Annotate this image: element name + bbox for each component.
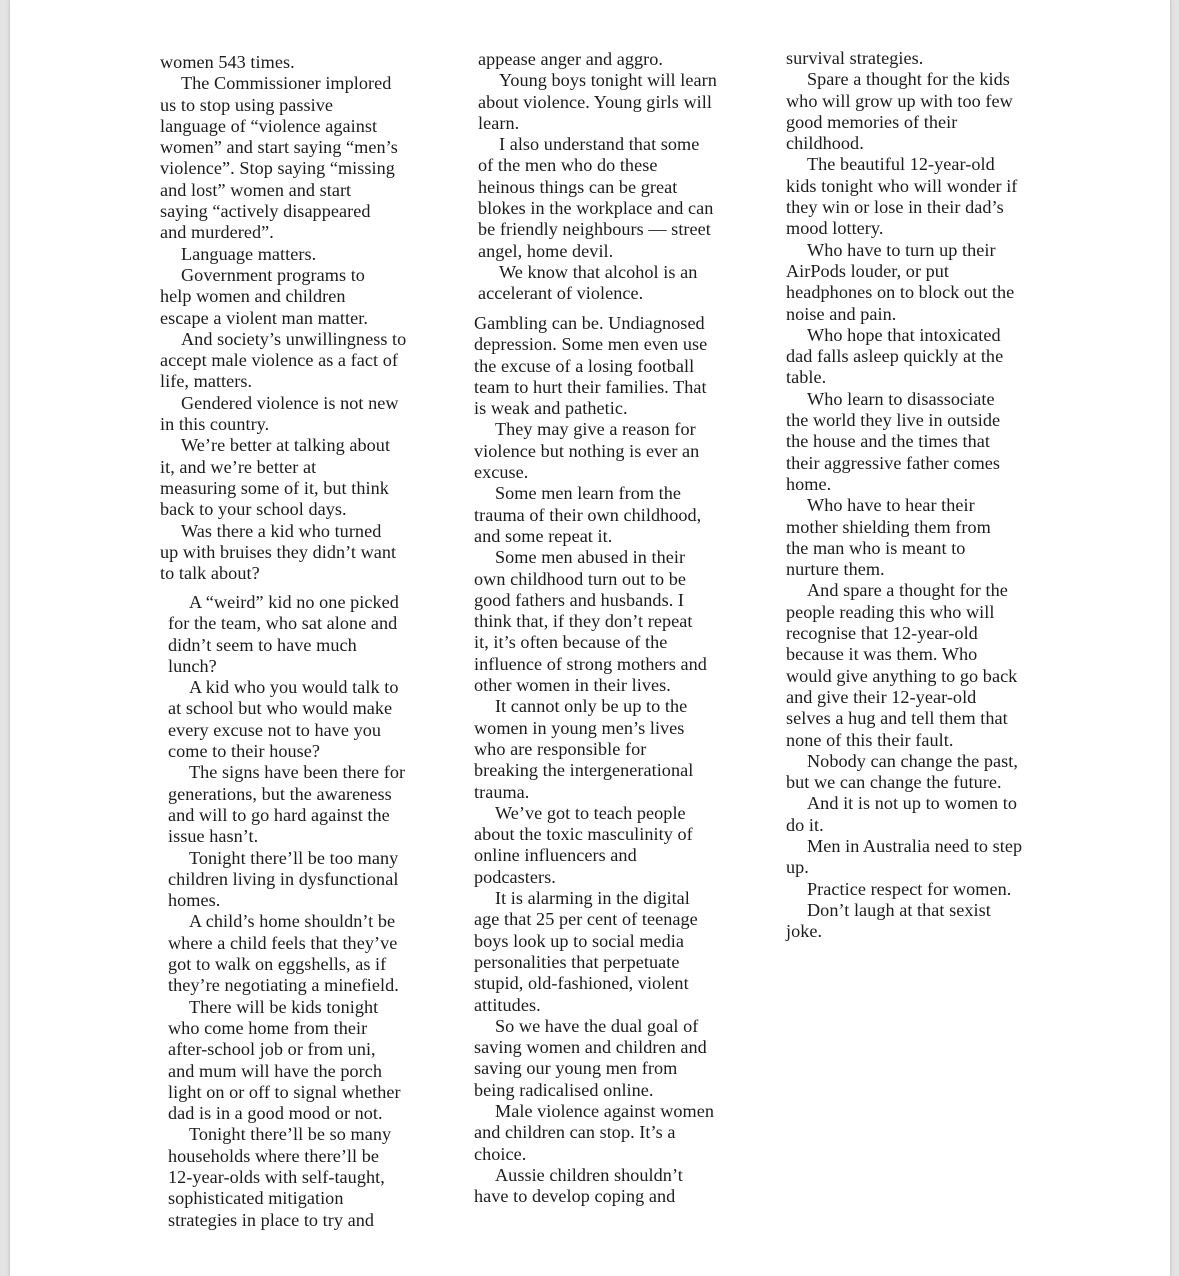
- paragraph: Who have to hear their mother shielding them from the man who is meant to nurture them.: [786, 495, 991, 580]
- paragraph: Practice respect for women.: [807, 878, 1012, 899]
- paragraph: Men in Australia need to step up.: [786, 835, 1023, 878]
- paragraph: Don’t laugh at that sexist joke.: [786, 899, 991, 942]
- paragraph: Young boys tonight will learn about violence. Young girls will learn.: [478, 70, 717, 133]
- paragraph: There will be kids tonight who come home from their after-school job or from uni, and mum will have the porch light on or off to signal whether dad is in a good mood or not.: [168, 996, 401, 1124]
- paragraph: appease anger and aggro.: [478, 49, 664, 69]
- paragraph: Gambling can be. Undiagnosed depression. Some men even use the excuse of a losing football team to hurt their families. That is weak and pathetic.: [474, 313, 708, 419]
- column-3: [786, 48, 1086, 942]
- paragraph: I also understand that some of the men who do these heinous things can be great blokes in the workplace and can be friendly neighbours — street angel, home devil.: [478, 134, 714, 261]
- column-1-top: [160, 52, 460, 584]
- column-1-bottom: [168, 592, 468, 1231]
- paragraph: survival strategies.: [786, 48, 924, 68]
- paragraph: We’ve got to teach people about the toxic masculinity of online influencers and podcasters.: [474, 802, 693, 887]
- paragraph: It is alarming in the digital age that 25 per cent of teenage boys look up to social media personalities that perpetuate stupid, old-fashioned, violent attitudes.: [474, 888, 698, 1015]
- paragraph: Some men abused in their own childhood turn out to be good fathers and husbands. I think that, if they don’t repeat it, it’s often because of the influence of strong mothers and other women in their lives.: [474, 547, 707, 696]
- paragraph: Was there a kid who turned up with bruises they didn’t want to talk about?: [160, 520, 397, 584]
- paragraph: A kid who you would talk to at school but who would make every excuse not to have you come to their house?: [168, 677, 399, 762]
- paragraph: Who learn to disassociate the world they live in outside the house and the times that their aggressive father comes home.: [786, 388, 1001, 494]
- paragraph: It cannot only be up to the women in young men’s lives who are responsible for breaking the intergenerational trauma.: [474, 696, 694, 802]
- paragraph: Tonight there’ll be too many children living in dysfunctional homes.: [168, 847, 399, 911]
- paragraph: They may give a reason for violence but nothing is ever an excuse.: [474, 419, 700, 483]
- paragraph: Aussie children shouldn’t have to develop coping and: [474, 1164, 683, 1207]
- paragraph: Government programs to help women and children escape a violent man matter.: [160, 264, 368, 328]
- newspaper-page: [10, 0, 1170, 1276]
- paragraph: Language matters.: [181, 243, 317, 264]
- paragraph: Some men learn from the trauma of their own childhood, and some repeat it.: [474, 483, 702, 546]
- paragraph: Nobody can change the past, but we can change the future.: [786, 750, 1018, 793]
- paragraph: Tonight there’ll be so many households where there’ll be 12-year-olds with self-taught, sophisticated mitigation strategies in place to try and: [168, 1124, 392, 1230]
- paragraph: The Commissioner implored us to stop using passive language of “violence against women” and start saying “men’s violence”. Stop saying “missing and lost” women and start saying “actively disappeared and murdered”.: [160, 73, 398, 243]
- column-2-top: [478, 49, 778, 305]
- paragraph: Spare a thought for the kids who will grow up with too few good memories of their childhood.: [786, 69, 1013, 154]
- paragraph: And it is not up to women to do it.: [786, 793, 1018, 835]
- paragraph: Gendered violence is not new in this country.: [160, 392, 399, 435]
- paragraph: Who have to turn up their AirPods louder, or put headphones on to block out the noise and pain.: [786, 239, 1015, 324]
- paragraph: And society’s unwillingness to accept male violence as a fact of life, matters.: [160, 328, 407, 392]
- paragraph: We know that alcohol is an accelerant of violence.: [478, 261, 698, 304]
- paragraph: The signs have been there for generations, but the awareness and will to go hard against the issue hasn’t.: [168, 762, 406, 847]
- paragraph: Male violence against women and children can stop. It’s a choice.: [474, 1100, 715, 1164]
- paragraph: women 543 times.: [160, 52, 295, 72]
- paragraph: We’re better at talking about it, and we’re better at measuring some of it, but think back to your school days.: [160, 435, 391, 520]
- paragraph: So we have the dual goal of saving women and children and saving our young men from being radicalised online.: [474, 1015, 707, 1100]
- paragraph: The beautiful 12-year-old kids tonight who will wonder if they win or lose in their dad’s mood lottery.: [786, 154, 1018, 239]
- column-2-bottom: [474, 313, 774, 1207]
- paragraph: A child’s home shouldn’t be where a child feels that they’ve got to walk on eggshells, as if they’re negotiating a minefield.: [168, 911, 399, 996]
- paragraph: And spare a thought for the people reading this who will recognise that 12-year-old because it was them. Who would give anything to go back and give their 12-year-old selves a hug and tell them that none of this their fault.: [786, 580, 1018, 750]
- paragraph: Who hope that intoxicated dad falls asleep quickly at the table.: [786, 324, 1004, 388]
- paragraph: A “weird” kid no one picked for the team, who sat alone and didn’t seem to have much lunch?: [168, 592, 399, 676]
